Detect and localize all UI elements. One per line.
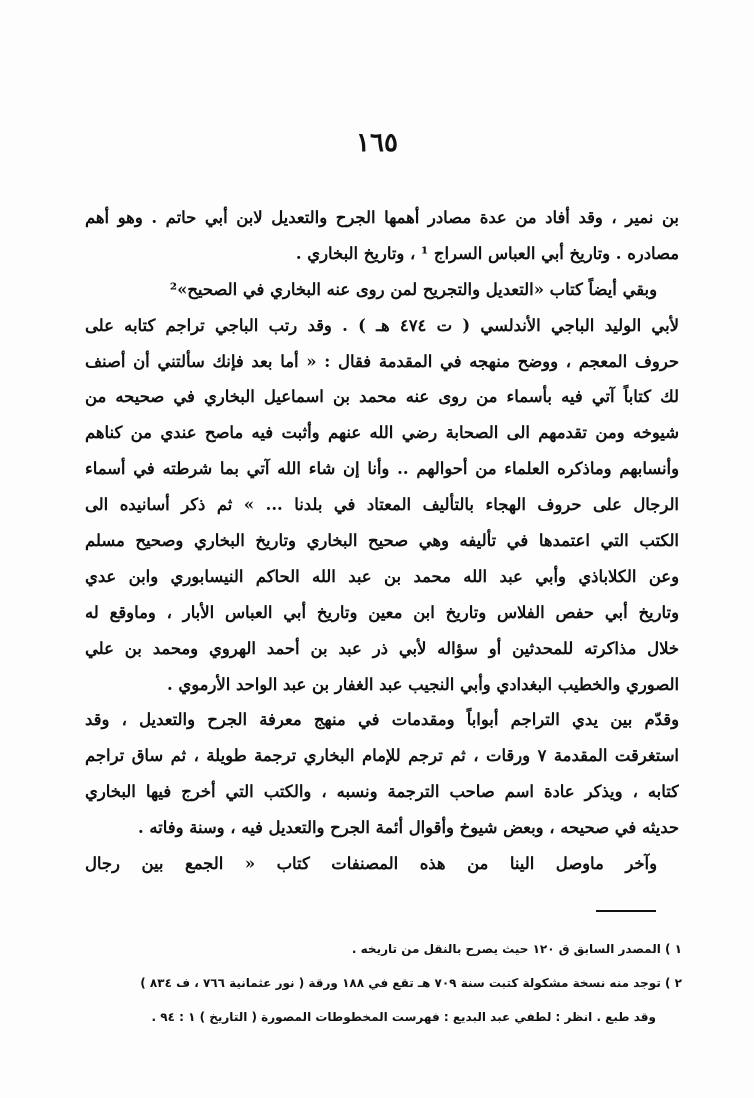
footnote-line: ١ ) المصدر السابق ق ١٢٠ حيث يصرح بالنقل من تاريخه .	[351, 942, 682, 956]
body-text	[85, 200, 679, 882]
body-line: لأبي الوليد الباجي الأندلسي ( ت ٤٧٤ هـ ) . وقد رتب الباجي تراجم كتابه على	[85, 315, 679, 335]
body-line: وبقي أيضاً كتاب «التعديل والتجريح لمن روى عنه البخاري في الصحيح»²	[169, 279, 657, 299]
body-line: استغرقت المقدمة ٧ ورقات ، ثم ترجم للإمام البخاري ترجمة طويلة ، ثم ساق تراجم	[85, 746, 679, 766]
body-line: الصوري والخطيب البغدادي وأبي النجيب عبد الغفار بن عبد الواحد الأرموي .	[166, 674, 679, 694]
body-line: الرجال على حروف الهجاء بالتأليف المعتاد في بلدنا ... » ثم ذكر أسانيده الى	[85, 495, 679, 515]
body-line: وأنسابهم وماذكره العلماء من أحوالهم .. وأنا إن شاء الله آتي بما شرطته في أسماء	[85, 459, 679, 479]
body-line: لك كتاباً آتي فيه بأسماء من روى عنه محمد بن اسماعيل البخاري في صحيحه من	[85, 387, 679, 407]
body-line: شيوخه ومن تقدمهم الى الصحابة رضي الله عنهم وأثبت فيه ماصح عندي من كناهم	[85, 423, 679, 443]
footnotes	[130, 932, 682, 1034]
body-line: وعن الكلاباذي وأبي عبد الله محمد بن عبد الله الحاكم النيسابوري وابن عدي	[85, 566, 679, 586]
body-line: حروف المعجم ، ووضح منهجه في المقدمة فقال : « أما بعد فإنك سألتني أن أصنف	[85, 351, 679, 371]
footnote-line: وقد طبع . انظر : لطفي عبد البديع : فهرست المخطوطات المصورة ( التاريخ ) ١ : ٩٤ .	[151, 1010, 656, 1024]
footnote-line: ٢ ) توجد منه نسخة مشكولة كتبت سنة ٧٠٩ هـ تقع في ١٨٨ ورقة ( نور عثمانية ٧٦٦ ، ف ٨٣٤ )	[140, 976, 682, 990]
page-number: ١٦٥	[356, 128, 398, 158]
footnote-separator	[596, 910, 656, 912]
body-line: كتابه ، ويذكر عادة اسم صاحب الترجمة ونسبه ، والكتب التي أخرج فيها البخاري	[85, 782, 679, 802]
body-line: الكتب التي اعتمدها في تأليفه وهي صحيح البخاري وتاريخ البخاري وصحيح مسلم	[85, 531, 679, 551]
body-line: بن نمير ، وقد أفاد من عدة مصادر أهمها الجرح والتعديل لابن أبي حاتم . وهو أهم	[85, 208, 679, 227]
body-line: وآخر ماوصل الينا من هذه المصنفات كتاب « الجمع بين رجال	[85, 854, 657, 874]
body-line: خلال مذاكرته للمحدثين أو سؤاله لأبي ذر عبد بن أحمد الهروي ومحمد بن علي	[85, 638, 679, 658]
body-line: وقدّم بين يدي التراجم أبواباً ومقدمات في منهج معرفة الجرح والتعديل ، وقد	[85, 710, 679, 730]
body-line: حديثه في صحيحه ، وبعض شيوخ وأقوال أئمة الجرح والتعديل فيه ، وسنة وفاته .	[137, 818, 679, 838]
body-line: مصادره . وتاريخ أبي العباس السراج ¹ ، وتاريخ البخاري .	[295, 243, 679, 263]
body-line: وتاريخ أبي حفص الفلاس وتاريخ ابن معين وتاريخ أبي العباس الأبار ، وماوقع له	[85, 602, 679, 622]
